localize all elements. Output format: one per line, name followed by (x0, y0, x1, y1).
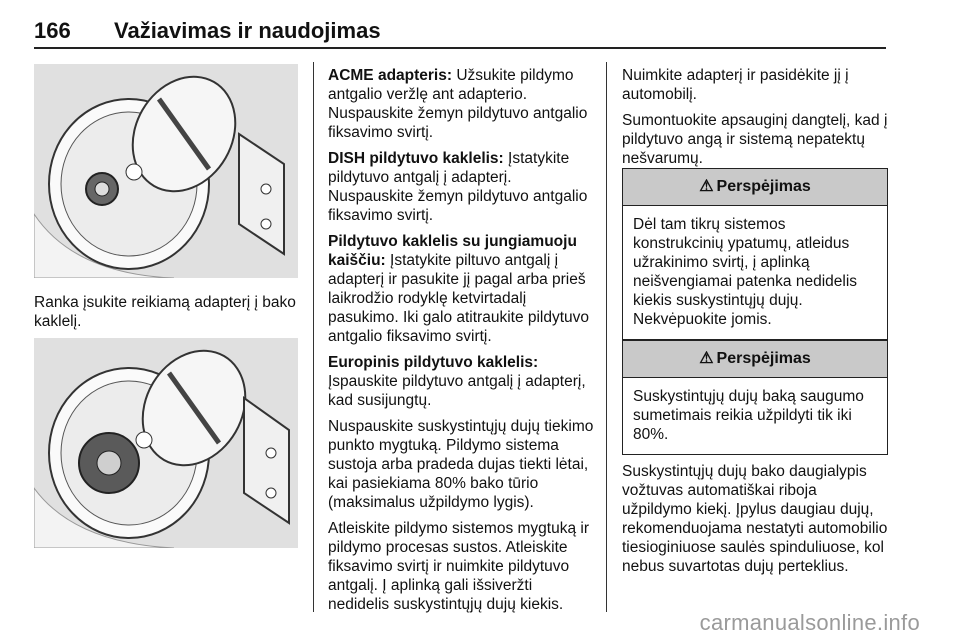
watermark: carmanualsonline.info (699, 610, 920, 635)
text-dish: Įstatykite pildytuvo antgalį į adapterį. Nuspauskite žemyn pildytuvo antgalio fiksavimo svirtį. (328, 150, 588, 224)
warning-triangle-icon: ⚠ (699, 350, 714, 367)
header-rule (34, 47, 886, 49)
warning-title: Perspėjimas (716, 350, 811, 367)
fuel-filler-adapter-installed-illustration (34, 338, 298, 548)
paragraph-cap: Sumontuokite apsauginį dangtelį, kad į pildytuvo angą ir sistemą nepatektų nešvarumų. (622, 112, 888, 167)
warning-title: Perspėjimas (716, 178, 811, 195)
paragraph-remove-adapter: Nuimkite adapterį ir pasidėkite jį į automobilį. (622, 67, 849, 103)
page-number: 166 (34, 18, 71, 43)
column-divider-2 (606, 62, 607, 612)
column-divider-1 (313, 62, 314, 612)
text-acme: Užsukite pildymo antgalio veržlę ant adapterio. Nuspauskite žemyn pildytuvo antgalio fiksavimo svirtį. (328, 67, 588, 141)
term-dish: DISH pildytuvo kaklelis: (328, 150, 504, 167)
paragraph-valve: Suskystintųjų dujų bako daugialypis vožtuvas automatiškai riboja užpildymo kiekį. Įpylus daugiau dujų, rekomenduojama nestatyti automobilio tiesioginiuose saulės spinduliuose, kol nebus suvartotas dujų perteklius. (622, 463, 888, 575)
warning-triangle-icon: ⚠ (699, 178, 714, 195)
right-column-intro (622, 66, 888, 175)
fuel-filler-adapter-installed-icon (34, 338, 298, 548)
text-bayonet: Įstatykite piltuvo antgalį į adapterį ir pasukite jį pagal arba prieš laikrodžio rodyklę ketvirtadalį pasukimo. Iki galo atitraukite pildytuvo antgalio fiksavimo svirtį. (328, 252, 590, 345)
fuel-filler-adapter-icon (34, 64, 298, 278)
paragraph-release: Atleiskite pildymo sistemos mygtuką ir pildymo procesas sustos. Atleiskite fiksavimo svirtį ir nuimkite pildytuvo antgalį. Į aplinką gali išsiveržti nedidelis suskystintųjų dujų kiekis. (328, 520, 589, 613)
term-bayonet: Pildytuvo kaklelis su jungiamuoju kaiščiu: (328, 233, 577, 269)
text-euro: Įspauskite pildytuvo antgalį į adapterį, kad susijungtų. (328, 373, 586, 409)
paragraph-euro (328, 353, 594, 410)
warning-body: Suskystintųjų dujų baką saugumo sumetimais reikia užpildyti tik iki 80%. (633, 388, 864, 443)
term-euro: Europinis pildytuvo kaklelis: (328, 354, 539, 371)
fuel-filler-adapter-illustration (34, 64, 298, 278)
warning-box-2 (622, 340, 888, 455)
warning-header (623, 341, 887, 378)
paragraph-press-button: Nuspauskite suskystintųjų dujų tiekimo punkto mygtuką. Pildymo sistema sustoja arba pradeda dujas tiekti lėtai, kai pasiekiama 80% bako tūrio (maksimalus užpildymo lygis). (328, 418, 594, 511)
paragraph-dish (328, 149, 594, 225)
warning-body: Dėl tam tikrų sistemos konstrukcinių ypatumų, atleidus užrakinimo svirtį, į aplinką neišvengiamai patenka nedidelis kiekis suskystintųjų dujų. Nekvėpuokite jomis. (633, 216, 858, 328)
middle-column (328, 66, 594, 621)
warning-box-1 (622, 168, 888, 340)
warning-header (623, 169, 887, 206)
paragraph-acme (328, 66, 594, 142)
term-acme: ACME adapteris: (328, 67, 453, 84)
right-column-outro (622, 462, 888, 583)
page-title: Važiavimas ir naudojimas (114, 18, 381, 43)
figure-caption: Ranka įsukite reikiamą adapterį į bako kaklelį. (34, 294, 296, 330)
paragraph-bayonet (328, 232, 594, 346)
